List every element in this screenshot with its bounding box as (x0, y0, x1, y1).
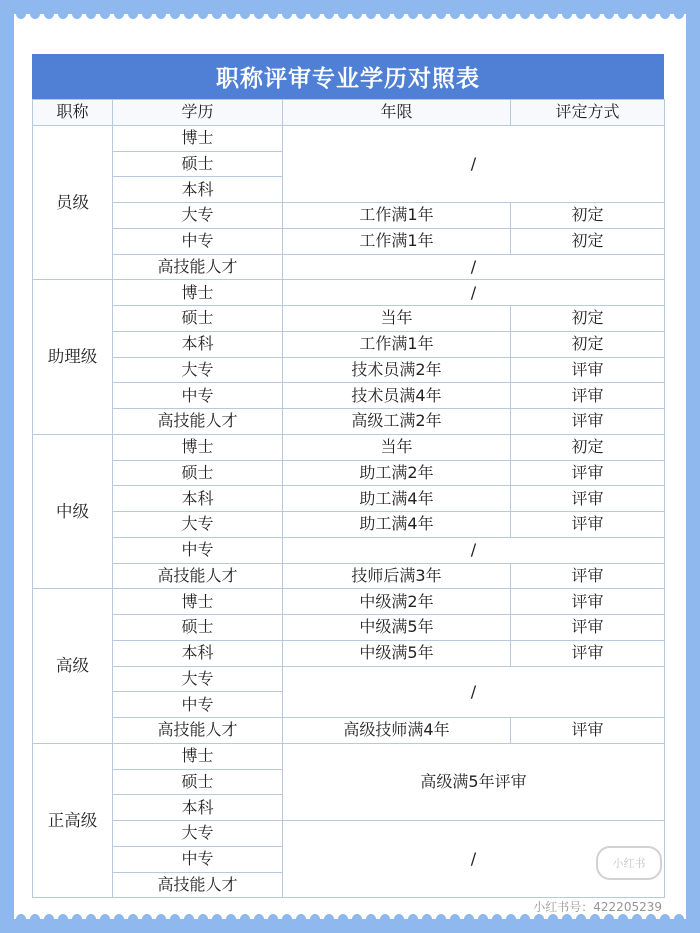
table-row (33, 743, 665, 769)
method-cell: 初定 (511, 306, 665, 332)
comparison-table (32, 99, 665, 898)
degree-cell: 中专 (113, 228, 283, 254)
header-method: 评定方式 (511, 100, 665, 126)
table-row (33, 357, 665, 383)
years-cell: 高级满5年评审 (283, 743, 665, 820)
table-row (33, 640, 665, 666)
method-cell: 初定 (511, 434, 665, 460)
degree-cell: 中专 (113, 846, 283, 872)
years-cell: 技师后满3年 (283, 563, 511, 589)
degree-cell: 本科 (113, 640, 283, 666)
degree-cell: 博士 (113, 280, 283, 306)
table-row (33, 125, 665, 151)
level-cell: 员级 (33, 125, 113, 280)
table-row (33, 563, 665, 589)
table-row (33, 331, 665, 357)
degree-cell: 中专 (113, 383, 283, 409)
method-cell: 评审 (511, 357, 665, 383)
degree-cell: 大专 (113, 666, 283, 692)
method-cell: 评审 (511, 383, 665, 409)
years-cell: 技术员满4年 (283, 383, 511, 409)
level-cell: 正高级 (33, 743, 113, 898)
degree-cell: 硕士 (113, 460, 283, 486)
table-row (33, 718, 665, 744)
degree-cell: 博士 (113, 125, 283, 151)
table-row (33, 434, 665, 460)
method-cell: 初定 (511, 331, 665, 357)
degree-cell: 硕士 (113, 306, 283, 332)
method-cell: 评审 (511, 460, 665, 486)
method-cell: 评审 (511, 486, 665, 512)
header-degree: 学历 (113, 100, 283, 126)
degree-cell: 本科 (113, 177, 283, 203)
table-row (33, 615, 665, 641)
degree-cell: 硕士 (113, 151, 283, 177)
table-header-row (33, 100, 665, 126)
degree-cell: 大专 (113, 512, 283, 538)
table-row (33, 383, 665, 409)
table-title: 职称评审专业学历对照表 (32, 54, 664, 99)
degree-cell: 大专 (113, 357, 283, 383)
years-cell: / (283, 537, 665, 563)
method-cell: 评审 (511, 563, 665, 589)
years-cell: 高级工满2年 (283, 409, 511, 435)
years-cell: / (283, 666, 665, 718)
method-cell: 评审 (511, 718, 665, 744)
table-row (33, 512, 665, 538)
header-years: 年限 (283, 100, 511, 126)
watermark-text: 小红书号：422205239 (533, 900, 662, 914)
degree-cell: 大专 (113, 203, 283, 229)
degree-cell: 硕士 (113, 769, 283, 795)
level-cell: 高级 (33, 589, 113, 744)
table-row (33, 254, 665, 280)
years-cell: / (283, 821, 665, 898)
years-cell: 助工满2年 (283, 460, 511, 486)
years-cell: 技术员满2年 (283, 357, 511, 383)
degree-cell: 博士 (113, 434, 283, 460)
years-cell: 高级技师满4年 (283, 718, 511, 744)
table-row (33, 486, 665, 512)
years-cell: 工作满1年 (283, 203, 511, 229)
degree-cell: 高技能人才 (113, 718, 283, 744)
years-cell: 助工满4年 (283, 486, 511, 512)
level-cell: 中级 (33, 434, 113, 589)
degree-cell: 本科 (113, 486, 283, 512)
table-row (33, 280, 665, 306)
method-cell: 评审 (511, 512, 665, 538)
table-row (33, 460, 665, 486)
years-cell: 当年 (283, 306, 511, 332)
method-cell: 评审 (511, 409, 665, 435)
degree-cell: 中专 (113, 692, 283, 718)
years-cell: / (283, 125, 665, 202)
degree-cell: 高技能人才 (113, 563, 283, 589)
degree-cell: 高技能人才 (113, 872, 283, 898)
degree-cell: 中专 (113, 537, 283, 563)
years-cell: 工作满1年 (283, 331, 511, 357)
years-cell: 中级满2年 (283, 589, 511, 615)
method-cell: 初定 (511, 203, 665, 229)
method-cell: 评审 (511, 640, 665, 666)
table-row (33, 537, 665, 563)
degree-cell: 本科 (113, 795, 283, 821)
table-row (33, 203, 665, 229)
degree-cell: 博士 (113, 743, 283, 769)
years-cell: 中级满5年 (283, 615, 511, 641)
degree-cell: 高技能人才 (113, 409, 283, 435)
header-title: 职称 (33, 100, 113, 126)
table-row (33, 589, 665, 615)
logo-icon: 小红书 (596, 846, 662, 880)
table-row (33, 821, 665, 847)
level-cell: 助理级 (33, 280, 113, 435)
degree-cell: 本科 (113, 331, 283, 357)
degree-cell: 硕士 (113, 615, 283, 641)
degree-cell: 大专 (113, 821, 283, 847)
table-row (33, 306, 665, 332)
table-row (33, 409, 665, 435)
degree-cell: 博士 (113, 589, 283, 615)
method-cell: 评审 (511, 615, 665, 641)
years-cell: 中级满5年 (283, 640, 511, 666)
years-cell: / (283, 280, 665, 306)
table-row (33, 228, 665, 254)
years-cell: 助工满4年 (283, 512, 511, 538)
degree-cell: 高技能人才 (113, 254, 283, 280)
years-cell: 当年 (283, 434, 511, 460)
table-row (33, 666, 665, 692)
method-cell: 初定 (511, 228, 665, 254)
years-cell: 工作满1年 (283, 228, 511, 254)
method-cell: 评审 (511, 589, 665, 615)
years-cell: / (283, 254, 665, 280)
